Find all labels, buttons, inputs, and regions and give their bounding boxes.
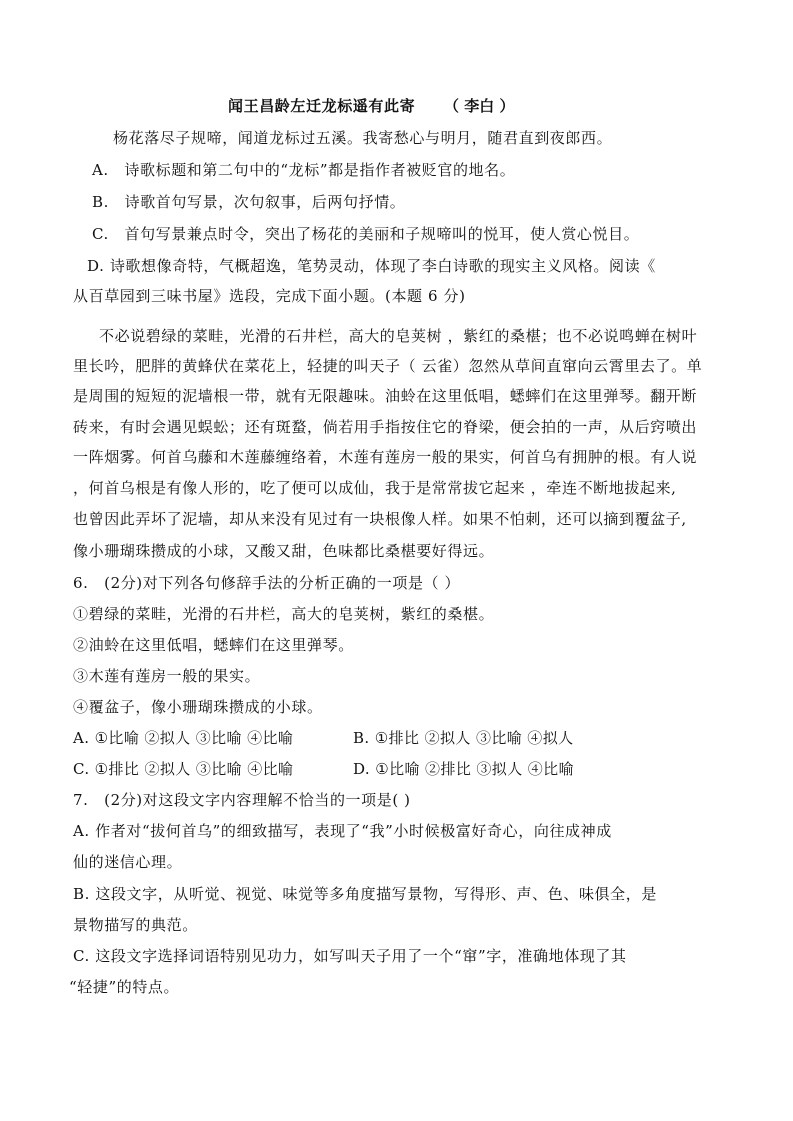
reading-instruction: 从百草园到三味书屋》选段，完成下面小题。(本题 6 分) [73,287,466,305]
question-6-choice-a[interactable]: A. ①比喻 ②拟人 ③比喻 ④比喻 [73,729,294,747]
question-6-item: ③木莲有莲房一般的果实。 [73,667,261,685]
passage-line: 像小珊瑚珠攒成的小球，又酸又甜，色味都比桑椹要好得远。 [73,542,495,560]
poem-title: 闻王昌龄左迁龙标遥有此寄 [228,97,416,115]
question-7-choice-c[interactable]: C. 这段文字选择词语特别见功力，如写叫天子用了一个“窜”字，准确地体现了其 [73,947,627,965]
poem-option-a: A. 诗歌标题和第二句中的“龙标”都是指作者被贬官的地名。 [92,161,516,179]
question-6-stem: 6. (2分)对下列各句修辞手法的分析正确的一项是（ ） [73,574,461,592]
question-6-item: ①碧绿的菜畦，光滑的石井栏，高大的皂荚树，紫红的桑椹。 [73,605,495,623]
question-7-choice-c-cont: “轻捷”的特点。 [69,978,180,996]
passage-line: 是周围的短短的泥墙根一带，就有无限趣味。油蛉在这里低唱，蟋蟀们在这里弹琴。翻开断 [73,387,698,405]
question-7-choice-a-cont: 仙的迷信心理。 [73,853,183,871]
passage-line: 里长吟，肥胖的黄蜂伏在菜花上，轻捷的叫天子（ 云雀）忽然从草间直窜向云霄里去了。单 [73,357,703,375]
poem-option-b: B. 诗歌首句写景，次句叙事，后两句抒情。 [92,193,406,211]
poem-option-d: D. 诗歌想像奇特，气概超逸，笔势灵动，体现了李白诗歌的现实主义风格。阅读《 [87,257,656,275]
question-7-choice-b[interactable]: B. 这段文字，从听觉、视觉、味觉等多角度描写景物，写得形、声、色、味俱全，是 [73,885,657,903]
passage-line: 也曾因此弄坏了泥墙，却从来没有见过有一块根像人样。如果不怕刺，还可以摘到覆盆子, [73,510,687,528]
question-6-item: ④覆盆子，像小珊瑚珠攒成的小球。 [73,698,323,716]
question-6-choice-c[interactable]: C. ①排比 ②拟人 ③比喻 ④比喻 [73,760,294,778]
question-6-choice-d[interactable]: D. ①比喻 ②排比 ③拟人 ④比喻 [353,760,574,778]
passage-line: 不必说碧绿的菜畦，光滑的石井栏，高大的皂荚树 ，紫红的桑椹；也不必说鸣蝉在树叶 [99,327,698,345]
passage-line: ，何首乌根是有像人形的，吃了便可以成仙，我于是常常拔它起来 ，牵连不断地拔起来, [73,479,677,497]
passage-line: 砖来，有时会遇见蜈蚣；还有斑蝥，倘若用手指按住它的脊梁，便会拍的一声，从后窍喷出 [73,418,698,436]
poem-text: 杨花落尽子规啼，闻道龙标过五溪。我寄愁心与明月，随君直到夜郎西。 [113,129,613,147]
passage-line: 一阵烟雾。何首乌藤和木莲藤缠络着，木莲有莲房一般的果实，何首乌有拥肿的根。有人说 [73,448,698,466]
question-6-item: ②油蛉在这里低唱，蟋蟀们在这里弹琴。 [73,636,354,654]
question-6-choice-b[interactable]: B. ①排比 ②拟人 ③比喻 ④拟人 [353,729,574,747]
question-7-stem: 7. (2分)对这段文字内容理解不恰当的一项是( ) [73,791,411,809]
poem-option-c: C. 首句写景兼点时令，突出了杨花的美丽和子规啼叫的悦耳，使人赏心悦目。 [92,225,640,243]
question-7-choice-b-cont: 景物描写的典范。 [73,916,198,934]
question-7-choice-a[interactable]: A. 作者对“拔何首乌”的细致描写，表现了“我”小时候极富好奇心，向往成神成 [73,822,612,840]
poem-author: （ 李白 ） [444,97,515,115]
